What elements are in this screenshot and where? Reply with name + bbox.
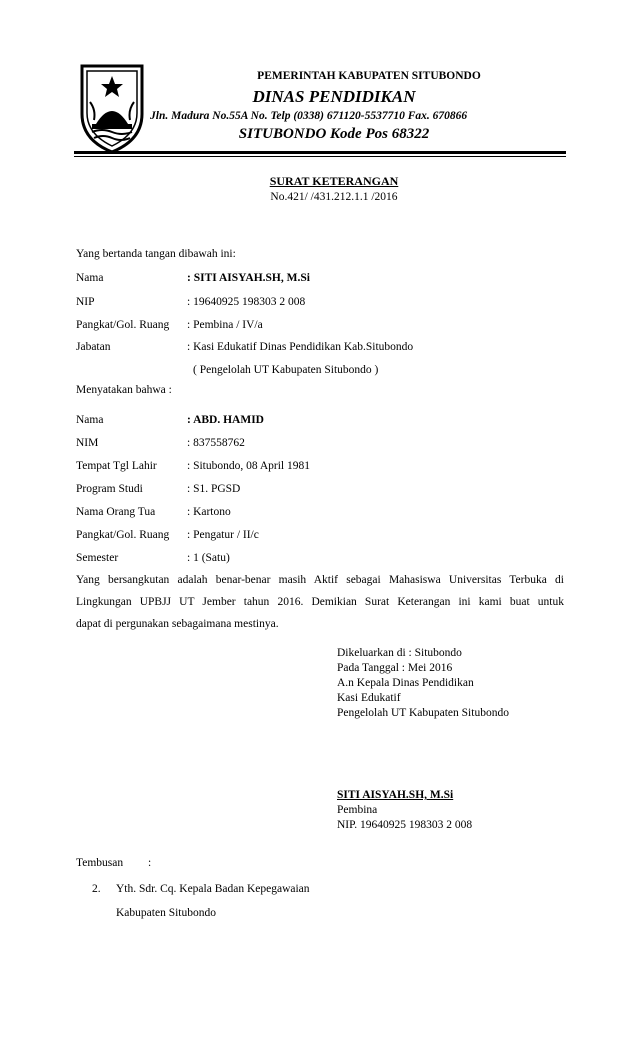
statement-line: Lingkungan UPBJJ UT Jember tahun 2016. Demikian Surat Keterangan ini kami buat untuk: [76, 596, 564, 608]
student-birth-label: Tempat Tgl Lahir: [76, 460, 157, 472]
signer-rank-value: : Pembina / IV/a: [187, 319, 263, 331]
student-name-value: : ABD. HAMID: [187, 414, 264, 426]
statement-line: dapat di pergunakan sebagaimana mestinya.: [76, 618, 279, 630]
student-nim-label: NIM: [76, 437, 99, 449]
student-nim-value: : 837558762: [187, 437, 245, 449]
signer-position-extra: ( Pengelolah UT Kabupaten Situbondo ): [193, 364, 379, 376]
intro-text: Yang bertanda tangan dibawah ini:: [76, 248, 236, 260]
student-name-label: Nama: [76, 414, 104, 426]
issued-date: Pada Tanggal : Mei 2016: [337, 662, 453, 674]
issued-on-behalf: A.n Kepala Dinas Pendidikan: [337, 677, 474, 689]
declares-text: Menyatakan bahwa :: [76, 384, 172, 396]
issued-place: Dikeluarkan di : Situbondo: [337, 647, 462, 659]
signer-nip-value: : 19640925 198303 2 008: [187, 296, 306, 308]
cc-colon: :: [148, 857, 152, 869]
signer-name-label: Nama: [76, 272, 104, 284]
signer-name-value: : SITI AISYAH.SH, M.Si: [187, 272, 310, 284]
student-program-label: Program Studi: [76, 483, 143, 495]
student-rank-value: : Pengatur / II/c: [187, 529, 259, 541]
student-semester-value: : 1 (Satu): [187, 552, 230, 564]
department-address: Jln. Madura No.55A No. Telp (0338) 671120-5537710 Fax. 670866: [150, 110, 468, 122]
statement-paragraph: [76, 569, 564, 635]
signer-nip-label: NIP: [76, 296, 95, 308]
issued-section: Kasi Edukatif: [337, 692, 401, 704]
signer-position-value: : Kasi Edukatif Dinas Pendidikan Kab.Situbondo: [187, 341, 414, 353]
signer-position-label: Jabatan: [76, 341, 111, 353]
student-parent-value: : Kartono: [187, 506, 231, 518]
student-rank-label: Pangkat/Gol. Ruang: [76, 529, 170, 541]
cc-item-recipient: Yth. Sdr. Cq. Kepala Badan Kepegawaian: [116, 883, 310, 895]
letter-number: No.421/ /431.212.1.1 /2016: [270, 191, 398, 203]
cc-label: Tembusan: [76, 857, 124, 869]
city-postcode: SITUBONDO Kode Pos 68322: [238, 126, 430, 142]
cc-item-number: 2.: [92, 883, 101, 895]
signature-block: [337, 788, 472, 833]
department-name: DINAS PENDIDIKAN: [252, 87, 416, 106]
letterhead-divider-thick: [74, 151, 566, 154]
student-program-value: : S1. PGSD: [187, 483, 241, 495]
student-semester-label: Semester: [76, 552, 119, 564]
student-birth-value: : Situbondo, 08 April 1981: [187, 460, 310, 472]
cc-item-recipient-location: Kabupaten Situbondo: [116, 907, 216, 919]
letterhead-divider-thin: [74, 156, 566, 157]
issued-block: [337, 646, 509, 721]
issued-role: Pengelolah UT Kabupaten Situbondo: [337, 707, 509, 719]
signature-name: SITI AISYAH.SH, M.Si: [337, 789, 454, 801]
statement-line: Yang bersangkutan adalah benar-benar masih Aktif sebagai Mahasiswa Universitas Terbuka di: [76, 574, 564, 586]
letter-title: SURAT KETERANGAN: [269, 174, 399, 188]
government-name: PEMERINTAH KABUPATEN SITUBONDO: [257, 70, 481, 82]
student-parent-label: Nama Orang Tua: [76, 506, 156, 518]
signature-nip: NIP. 19640925 198303 2 008: [337, 819, 473, 831]
signature-rank: Pembina: [337, 804, 378, 816]
signer-rank-label: Pangkat/Gol. Ruang: [76, 319, 170, 331]
